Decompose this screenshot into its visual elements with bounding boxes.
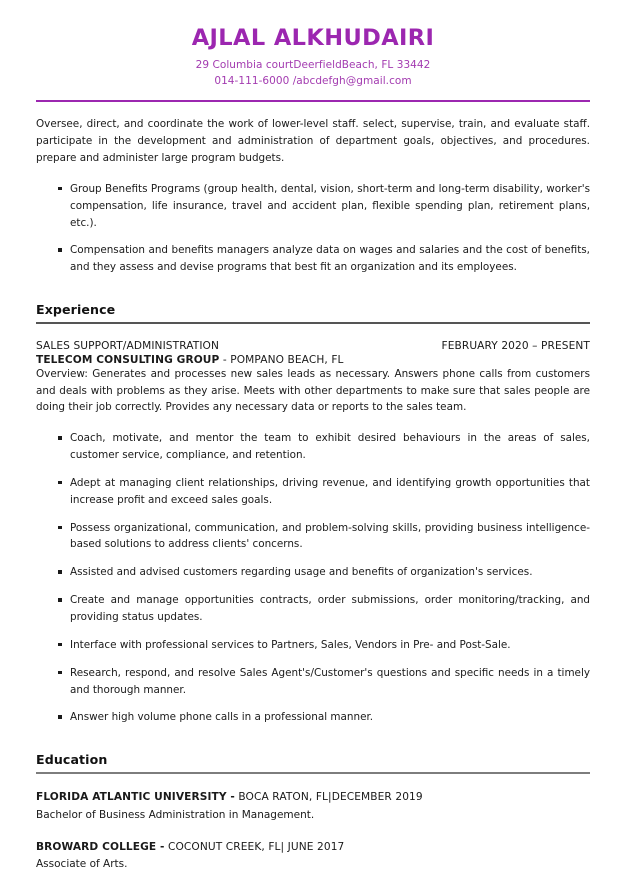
job-entry <box>36 340 590 727</box>
list-item: Adept at managing client relationships, driving revenue, and identifying growth opportunities that increase profit and exceed sales goals. <box>58 475 590 509</box>
job-role: SALES SUPPORT/ADMINISTRATION <box>36 339 220 352</box>
contact-phone-email: 014-111-6000 /abcdefgh@gmail.com <box>214 74 412 87</box>
list-item: Assisted and advised customers regarding usage and benefits of organization's services. <box>58 564 590 581</box>
education-school-line <box>36 840 590 856</box>
education-degree: Associate of Arts. <box>36 858 128 871</box>
job-bullet-list <box>36 430 590 726</box>
education-degree: Bachelor of Business Administration in Management. <box>36 809 315 822</box>
job-dates: FEBRUARY 2020 – PRESENT <box>441 339 590 352</box>
list-item: Possess organizational, communication, and problem-solving skills, providing business intelligence-based solutions to address clients' concerns. <box>58 520 590 554</box>
section-title-education: Education <box>36 752 108 768</box>
resume-header <box>0 0 626 102</box>
education-divider <box>36 772 590 774</box>
job-company-name: TELECOM CONSULTING GROUP <box>36 353 220 366</box>
job-header-row <box>36 340 590 352</box>
job-company-line <box>36 354 590 366</box>
job-company-location: - POMPANO BEACH, FL <box>219 353 344 366</box>
list-item: Research, respond, and resolve Sales Agent's/Customer's questions and specific needs in a timely and thorough manner. <box>58 665 590 699</box>
list-item: Compensation and benefits managers analyze data on wages and salaries and the cost of benefits, and they assess and devise programs that best fit an organization and its employees. <box>58 242 590 276</box>
summary-section <box>36 116 590 276</box>
list-item: Coach, motivate, and mentor the team to exhibit desired behaviours in the areas of sales, customer service, compliance, and retention. <box>58 430 590 464</box>
list-item: Interface with professional services to Partners, Sales, Vendors in Pre- and Post-Sale. <box>58 637 590 654</box>
education-school-line <box>36 790 590 806</box>
experience-divider <box>36 322 590 324</box>
list-item: Group Benefits Programs (group health, dental, vision, short-term and long-term disability, worker's compensation, life insurance, travel and accident plan, flexible spending plan, retirement plans, etc.). <box>58 181 590 232</box>
experience-section <box>36 302 590 726</box>
education-entry <box>36 840 590 873</box>
summary-paragraph: Oversee, direct, and coordinate the work of lower-level staff. select, supervise, train, and evaluate staff. participate in the development and administration of department goals, objectives, and procedures. prepare and administer large program budgets. <box>36 118 590 165</box>
education-location-date: BOCA RATON, FL|DECEMBER 2019 <box>234 791 423 804</box>
summary-bullet-list <box>36 181 590 276</box>
header-divider <box>36 100 590 102</box>
education-school-name: FLORIDA ATLANTIC UNIVERSITY - <box>36 791 235 804</box>
section-title-experience: Experience <box>36 302 116 318</box>
job-overview: Overview: Generates and processes new sales leads as necessary. Answers phone calls from customers and deals with problems as they arise. Meets with other departments to make sure that sales people are doing their job correctly. Provides any necessary data or reports to the sales team. <box>36 367 590 414</box>
contact-address: 29 Columbia courtDeerfieldBeach, FL 33442 <box>195 58 431 71</box>
candidate-name: AJLAL ALKHUDAIRI <box>191 25 435 51</box>
resume-body <box>0 116 626 872</box>
list-item: Create and manage opportunities contracts, order submissions, order monitoring/tracking, and providing status updates. <box>58 592 590 626</box>
list-item: Answer high volume phone calls in a professional manner. <box>58 709 590 726</box>
education-section <box>36 752 590 873</box>
education-school-name: BROWARD COLLEGE - <box>36 840 165 853</box>
education-entry <box>36 790 590 823</box>
education-location-date: COCONUT CREEK, FL| JUNE 2017 <box>164 840 345 853</box>
